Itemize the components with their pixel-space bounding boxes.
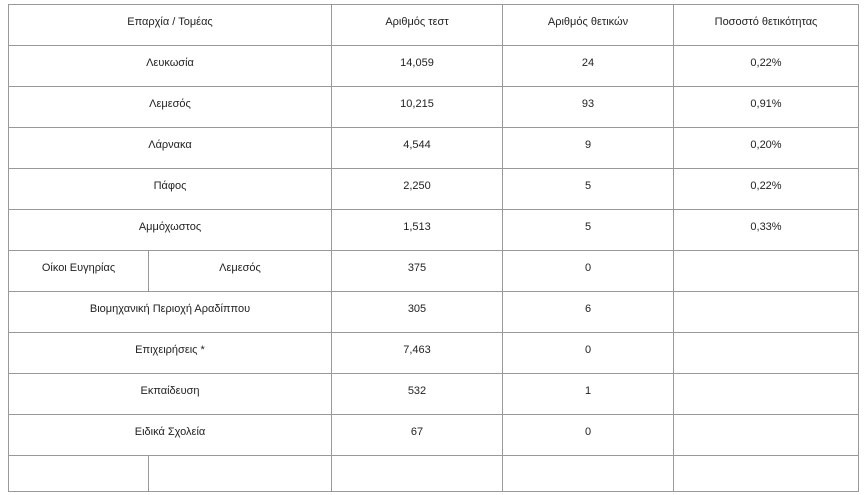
testing-results-table — [8, 4, 859, 492]
district-name: Αμμόχωστος — [9, 210, 332, 251]
table-row-empty — [9, 456, 859, 492]
table-row — [9, 46, 859, 87]
tests-cell: 2,250 — [332, 169, 503, 210]
district-name: Λεμεσός — [9, 87, 332, 128]
table-row — [9, 333, 859, 374]
tests-cell: 1,513 — [332, 210, 503, 251]
rate-cell-empty — [674, 374, 859, 415]
empty-cell — [149, 456, 332, 492]
table-row — [9, 374, 859, 415]
care-homes-label: Οίκοι Ευγηρίας — [9, 251, 149, 292]
table-row — [9, 415, 859, 456]
rate-cell: 0,22% — [674, 169, 859, 210]
sector-name: Επιχειρήσεις * — [9, 333, 332, 374]
empty-cell — [332, 456, 503, 492]
rate-cell-empty — [674, 292, 859, 333]
sector-name: Εκπαίδευση — [9, 374, 332, 415]
table-container — [8, 4, 859, 492]
positives-cell: 24 — [503, 46, 674, 87]
sector-name: Ειδικά Σχολεία — [9, 415, 332, 456]
tests-cell: 14,059 — [332, 46, 503, 87]
positives-cell: 5 — [503, 210, 674, 251]
table-row — [9, 292, 859, 333]
table-row — [9, 87, 859, 128]
empty-cell — [503, 456, 674, 492]
positives-cell: 1 — [503, 374, 674, 415]
table-row — [9, 169, 859, 210]
empty-cell — [674, 456, 859, 492]
header-tests: Αριθμός τεστ — [332, 5, 503, 46]
sector-name: Βιομηχανική Περιοχή Αραδίππου — [9, 292, 332, 333]
header-positives: Αριθμός θετικών — [503, 5, 674, 46]
tests-cell: 67 — [332, 415, 503, 456]
district-name: Λάρνακα — [9, 128, 332, 169]
positives-cell: 0 — [503, 333, 674, 374]
tests-cell: 10,215 — [332, 87, 503, 128]
table-row-care-homes — [9, 251, 859, 292]
positives-cell: 9 — [503, 128, 674, 169]
cropped-text-remnant — [0, 490, 867, 495]
header-district: Επαρχία / Τομέας — [9, 5, 332, 46]
positives-cell: 0 — [503, 415, 674, 456]
table-row — [9, 128, 859, 169]
district-name: Πάφος — [9, 169, 332, 210]
rate-cell-empty — [674, 333, 859, 374]
header-row — [9, 5, 859, 46]
tests-cell: 305 — [332, 292, 503, 333]
rate-cell-empty — [674, 251, 859, 292]
header-rate: Ποσοστό θετικότητας — [674, 5, 859, 46]
rate-cell: 0,33% — [674, 210, 859, 251]
rate-cell-empty — [674, 415, 859, 456]
table-row — [9, 210, 859, 251]
positives-cell: 6 — [503, 292, 674, 333]
tests-cell: 4,544 — [332, 128, 503, 169]
tests-cell: 7,463 — [332, 333, 503, 374]
empty-cell — [9, 456, 149, 492]
district-name: Λευκωσία — [9, 46, 332, 87]
rate-cell: 0,91% — [674, 87, 859, 128]
care-homes-sub: Λεμεσός — [149, 251, 332, 292]
positives-cell: 5 — [503, 169, 674, 210]
tests-cell: 532 — [332, 374, 503, 415]
positives-cell: 93 — [503, 87, 674, 128]
tests-cell: 375 — [332, 251, 503, 292]
positives-cell: 0 — [503, 251, 674, 292]
rate-cell: 0,22% — [674, 46, 859, 87]
rate-cell: 0,20% — [674, 128, 859, 169]
